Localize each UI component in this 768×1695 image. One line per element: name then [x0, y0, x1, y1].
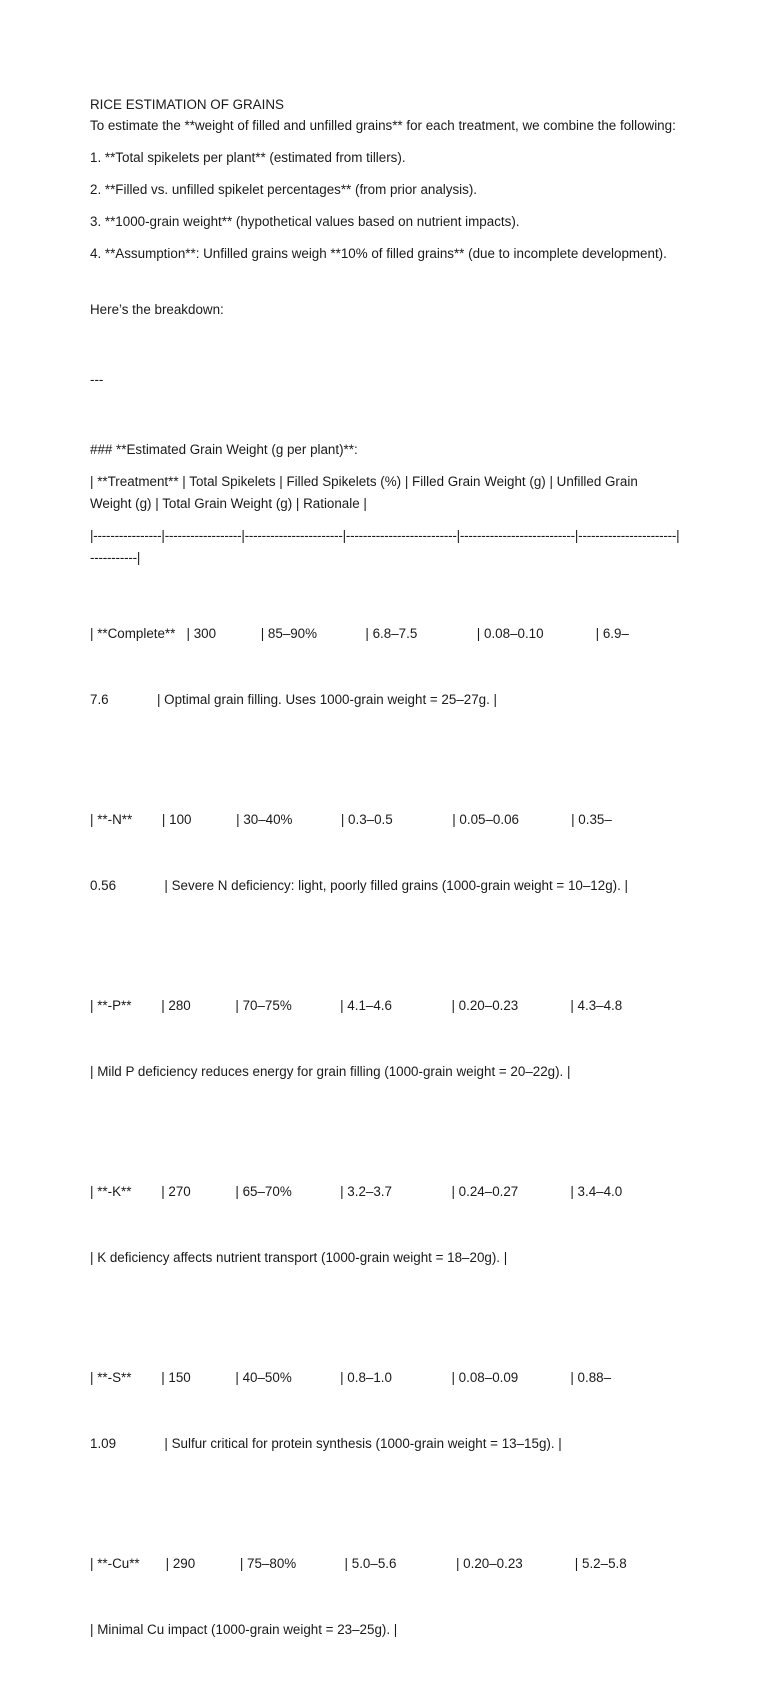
table-row-line-2: | Minimal Cu impact (1000-grain weight = 23–25g). |	[90, 1622, 398, 1637]
separator-line: ---	[90, 372, 104, 387]
table-row-line-1: | **-S** | 150 | 40–50% | 0.8–1.0 | 0.08–0.09 | 0.88–	[90, 1370, 612, 1385]
table-row	[90, 1323, 680, 1499]
step-item-3: 3. **1000-grain weight** (hypothetical values based on nutrient impacts).	[90, 214, 520, 229]
step-item-1: 1. **Total spikelets per plant** (estimated from tillers).	[90, 150, 406, 165]
table-row	[90, 1137, 680, 1313]
table-row-line-2: 1.09 | Sulfur critical for protein synthesis (1000-grain weight = 13–15g). |	[90, 1436, 562, 1451]
table-row-line-2: 0.56 | Severe N deficiency: light, poorly filled grains (1000-grain weight = 10–12g). |	[90, 878, 629, 893]
document-page	[90, 94, 680, 1695]
table-row-line-1: | **-Cu** | 290 | 75–80% | 5.0–5.6 | 0.20–0.23 | 5.2–5.8	[90, 1556, 627, 1571]
document-title: RICE ESTIMATION OF GRAINS	[90, 97, 284, 112]
table-rule-line: |----------------|------------------|-----------------------|--------------------------|---------------------------|-----------------------|-----------|	[90, 528, 680, 565]
step-item-2: 2. **Filled vs. unfilled spikelet percentages** (from prior analysis).	[90, 182, 478, 197]
table-row-line-2: | K deficiency affects nutrient transport (1000-grain weight = 18–20g). |	[90, 1250, 508, 1265]
table-row-line-2: 7.6 | Optimal grain filling. Uses 1000-grain weight = 25–27g. |	[90, 692, 498, 707]
table-row-line-1: | **Complete** | 300 | 85–90% | 6.8–7.5 | 0.08–0.10 | 6.9–	[90, 626, 629, 641]
table-row-line-1: | **-P** | 280 | 70–75% | 4.1–4.6 | 0.20–0.23 | 4.3–4.8	[90, 998, 623, 1013]
table-row-line-2: | Mild P deficiency reduces energy for grain filling (1000-grain weight = 20–22g). |	[90, 1064, 571, 1079]
table-header-row: | **Treatment** | Total Spikelets | Filled Spikelets (%) | Filled Grain Weight (g) | Unfilled Grain Weight (g) | Total Grain Weight (g) | Rationale |	[90, 474, 642, 511]
table-row-line-1: | **-N** | 100 | 30–40% | 0.3–0.5 | 0.05–0.06 | 0.35–	[90, 812, 612, 827]
table-row	[90, 1509, 680, 1685]
intro-paragraph: To estimate the **weight of filled and unfilled grains** for each treatment, we combine the following:	[90, 118, 676, 133]
table-row	[90, 951, 680, 1127]
breakdown-label: Here’s the breakdown:	[90, 302, 224, 317]
table-row	[90, 579, 680, 755]
step-item-4: 4. **Assumption**: Unfilled grains weigh **10% of filled grains** (due to incomplete development).	[90, 246, 667, 261]
table-row-line-1: | **-K** | 270 | 65–70% | 3.2–3.7 | 0.24–0.27 | 3.4–4.0	[90, 1184, 623, 1199]
section-heading: ### **Estimated Grain Weight (g per plant)**:	[90, 442, 358, 457]
table-row	[90, 765, 680, 941]
